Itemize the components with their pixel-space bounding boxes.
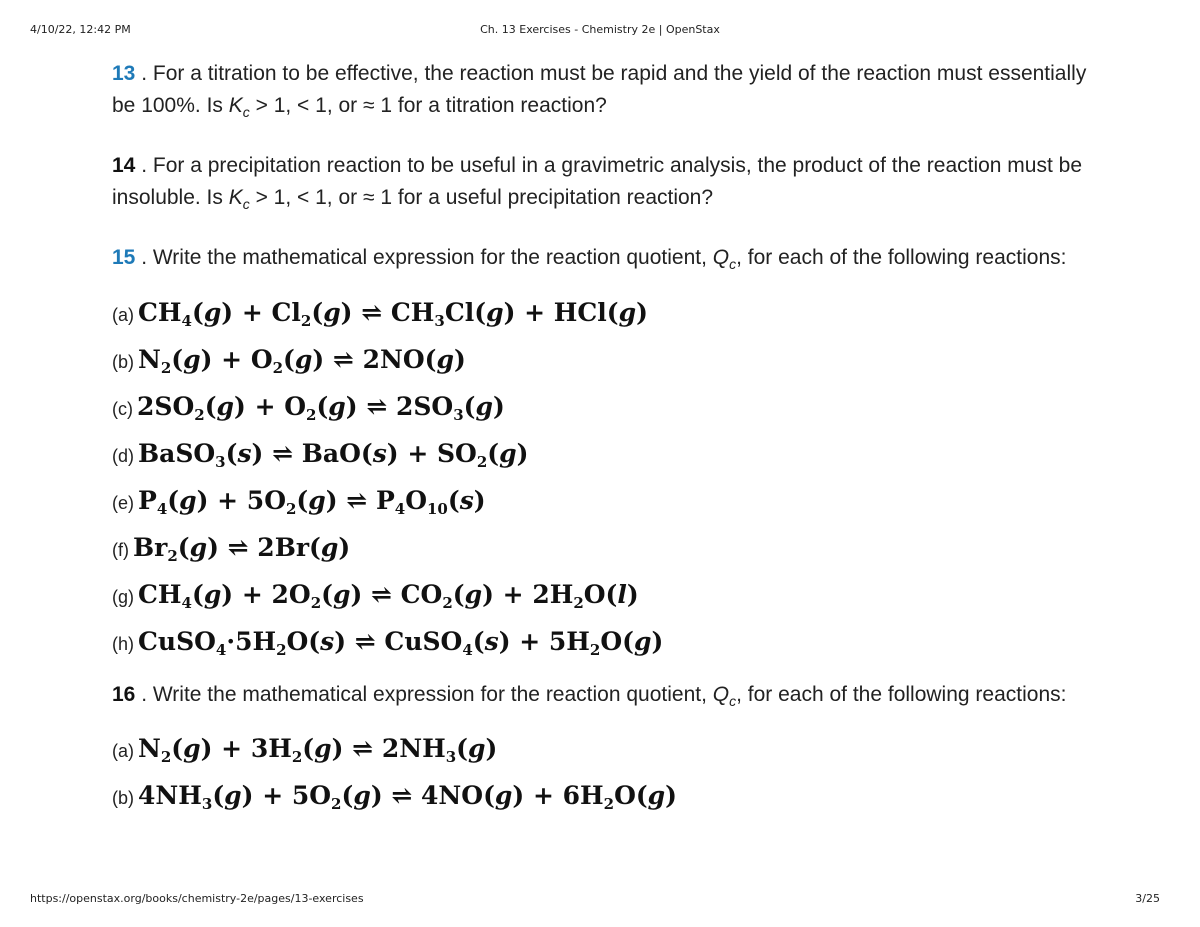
reaction-15h	[112, 618, 1112, 665]
question-14-number: 14	[112, 154, 136, 178]
question-15-number-link[interactable]: 15	[112, 246, 136, 270]
question-13-text-part1: . For a titration to be effective, the reaction must be rapid and the yield of the reaction must essentially be 100%. Is	[112, 62, 1087, 117]
reaction-equation: $P_4(g) + 5O_2(g)$ ⇌ $P_4O_{10}(s)$	[138, 485, 486, 518]
question-13-number-link[interactable]: 13	[112, 62, 136, 85]
question-13	[112, 58, 1112, 128]
question-15-text-part1: . Write the mathematical expression for the reaction quotient,	[135, 246, 713, 270]
reaction-15f	[112, 524, 1112, 571]
reaction-equation: $N_2(g) + O_2(g)$ ⇌ 2NO(g)	[138, 344, 466, 377]
question-16-text-part1: . Write the mathematical expression for the reaction quotient,	[135, 682, 713, 706]
q-variable: Q	[712, 246, 730, 270]
reaction-label: (a)	[112, 740, 134, 761]
question-16-text-part2: , for each of the following reactions:	[736, 682, 1067, 706]
reaction-equation: $CH_4(g) + Cl_2(g)$ ⇌ $CH_3Cl(g) + HCl(g)$	[138, 297, 648, 330]
reaction-15g	[112, 571, 1112, 618]
reaction-label: (h)	[112, 633, 134, 654]
print-page-title: Ch. 13 Exercises - Chemistry 2e | OpenStax	[480, 23, 720, 36]
reaction-equation: BaSO$_3$(s) ⇌ $BaO(s) + SO_2(g)$	[138, 438, 529, 471]
k-subscript: c	[242, 104, 250, 121]
reaction-equation: $4NH_3(g) + 5O_2(g)$ ⇌ $4NO(g) + 6H_2O(g)$	[138, 780, 677, 813]
question-14-text-part1: . For a precipitation reaction to be useful in a gravimetric analysis, the product of the reaction must be insoluble. Is	[112, 154, 1083, 210]
reaction-15a	[112, 289, 1112, 336]
question-14	[112, 150, 1112, 220]
reaction-16b	[112, 772, 1112, 819]
reaction-15b	[112, 336, 1112, 383]
exercise-content	[112, 58, 1112, 819]
q-subscript: c	[729, 692, 737, 709]
k-variable: K	[228, 94, 243, 117]
reaction-label: (f)	[112, 539, 129, 560]
k-subscript: c	[242, 196, 250, 213]
question-15-text-part2: , for each of the following reactions:	[736, 246, 1067, 270]
q-variable: Q	[712, 682, 730, 706]
reaction-equation: $2SO_2(g) + O_2(g)$ ⇌ $2SO_3(g)$	[137, 391, 505, 424]
reaction-label: (c)	[112, 398, 133, 419]
k-variable: K	[228, 186, 243, 210]
reaction-label: (d)	[112, 445, 134, 466]
reaction-16a	[112, 725, 1112, 772]
reaction-label: (b)	[112, 787, 134, 808]
question-14-text-part2: > 1, < 1, or ≈ 1 for a useful precipitation reaction?	[249, 186, 714, 210]
reaction-equation: $Br_2(g)$ ⇌ 2Br(g)	[133, 532, 351, 565]
print-page-number: 3/25	[1135, 892, 1160, 905]
q-subscript: c	[729, 256, 737, 273]
reaction-equation: $CH_4(g) + 2O_2(g)$ ⇌ $CO_2(g) + 2H_2O(l)$	[138, 579, 639, 612]
reaction-15e	[112, 477, 1112, 524]
reaction-label: (b)	[112, 351, 134, 372]
reaction-label: (e)	[112, 492, 134, 513]
reaction-label: (g)	[112, 586, 134, 607]
reaction-equation: $CuSO_4\cdot 5H_2O(s)$ ⇌ CuSO$_4$(s) + $5H_2O(g)$	[138, 626, 664, 659]
reaction-equation: $N_2(g) + 3H_2(g)$ ⇌ $2NH_3(g)$	[138, 733, 498, 766]
reaction-15d	[112, 430, 1112, 477]
question-13-text-part2: > 1, < 1, or ≈ 1 for a titration reaction?	[249, 94, 607, 117]
print-url: https://openstax.org/books/chemistry-2e/pages/13-exercises	[30, 892, 364, 905]
reaction-15c	[112, 383, 1112, 430]
question-16	[112, 679, 1112, 717]
reaction-label: (a)	[112, 304, 134, 325]
question-15	[112, 242, 1112, 280]
print-datetime: 4/10/22, 12:42 PM	[30, 23, 131, 36]
question-16-number: 16	[112, 682, 136, 706]
